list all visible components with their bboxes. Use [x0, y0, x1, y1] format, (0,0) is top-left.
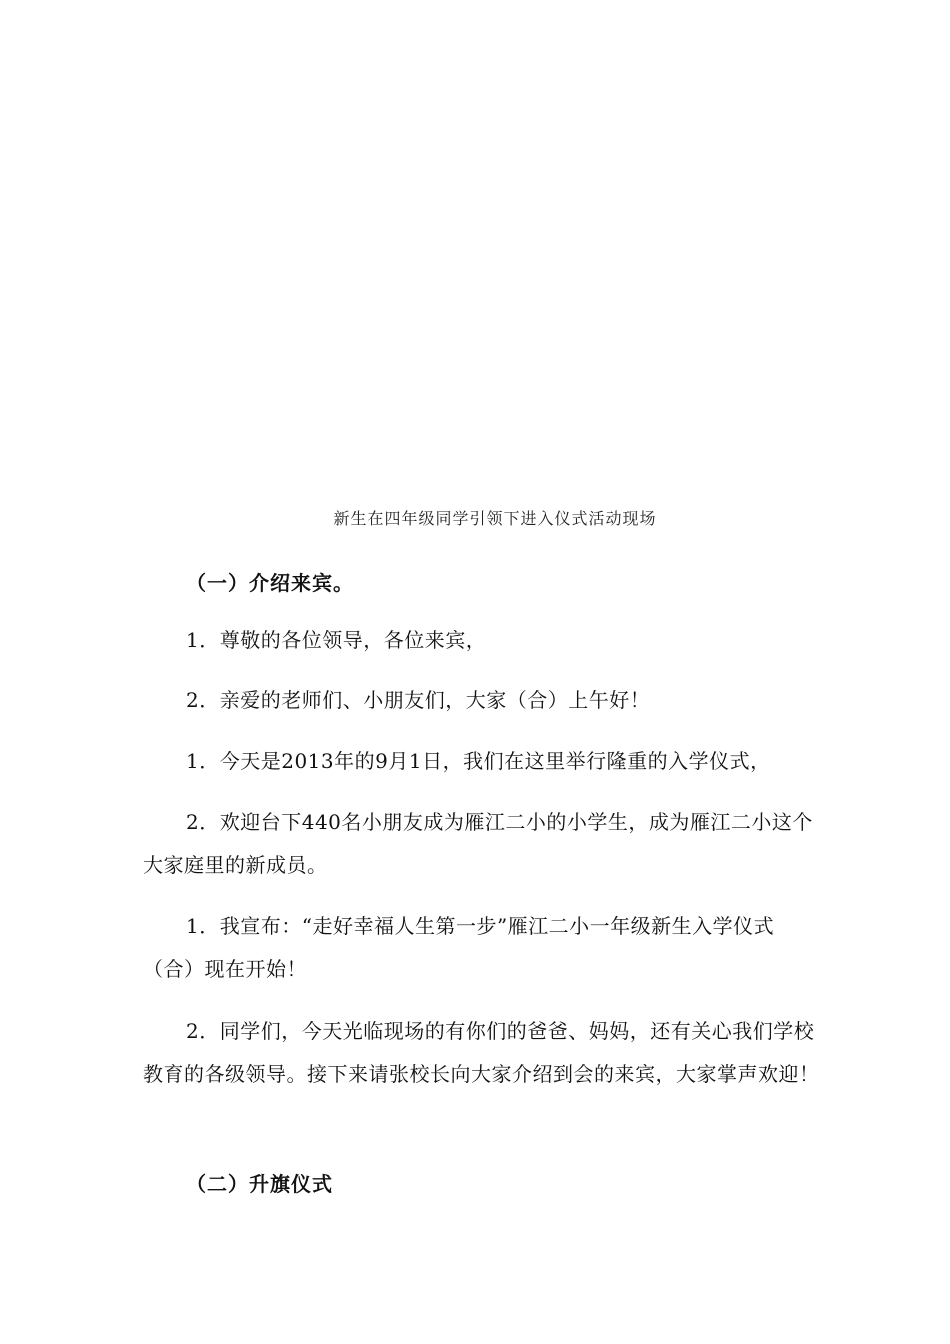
photo-caption: 新生在四年级同学引领下进入仪式活动现场 [333, 509, 657, 528]
paragraph-1: 1．尊敬的各位领导，各位来宾， [186, 628, 487, 652]
paragraph-5: 1．我宣布：“走好幸福人生第一步”雁江二小一年级新生入学仪式（合）现在开始！ [143, 914, 775, 981]
section-heading-introduce-guests: （一）介绍来宾。 [186, 571, 354, 595]
section-heading-flag-raising: （二）升旗仪式 [186, 1172, 333, 1196]
paragraph-4: 2．欢迎台下440名小朋友成为雁江二小的小学生，成为雁江二小这个大家庭里的新成员。 [143, 810, 813, 877]
paragraph-2: 2．亲爱的老师们、小朋友们，大家（合）上午好！ [186, 688, 651, 712]
paragraph-6: 2．同学们，今天光临现场的有你们的爸爸、妈妈，还有关心我们学校教育的各级领导。接下来请张校长向大家介绍到会的来宾，大家掌声欢迎！ [143, 1019, 820, 1086]
paragraph-3: 1．今天是2013年的9月1日，我们在这里举行隆重的入学仪式， [186, 749, 771, 773]
